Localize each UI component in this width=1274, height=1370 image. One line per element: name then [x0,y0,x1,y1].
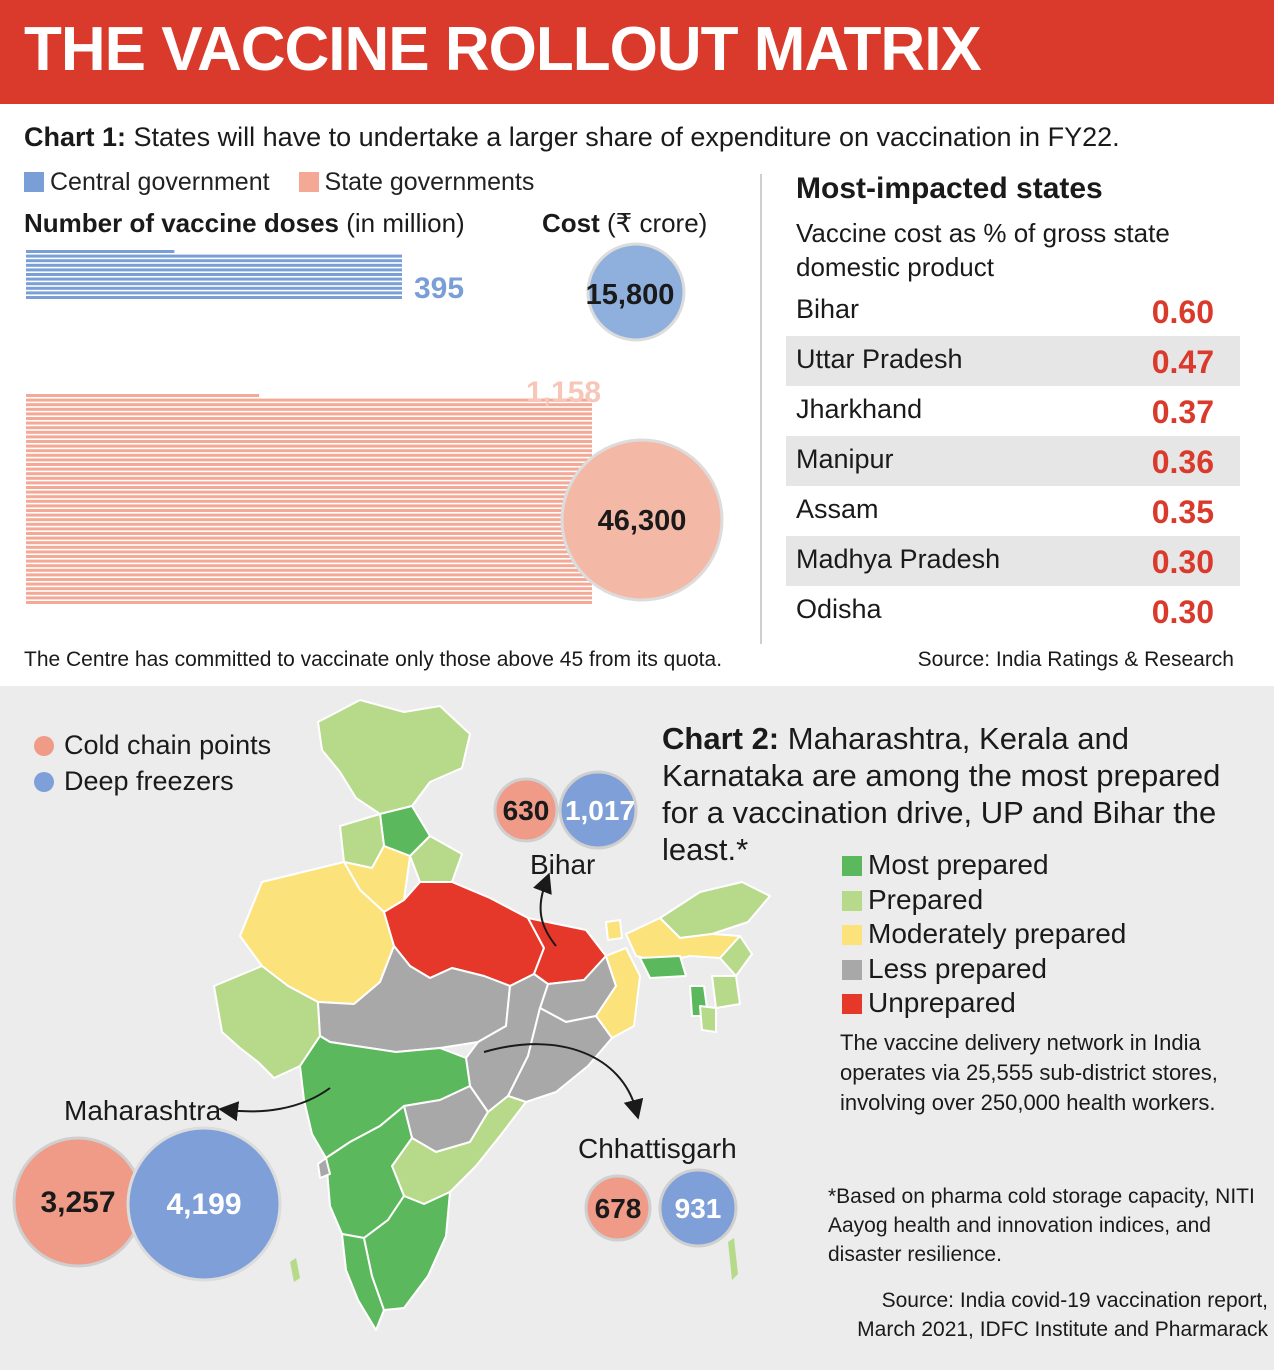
legend-deep-freezers-label: Deep freezers [64,766,234,796]
chhattisgarh-label: Chhattisgarh [578,1133,737,1164]
state-dose-bar-row [26,601,592,604]
chart1-title-bold: Chart 1: [24,122,127,152]
map-region-jk [318,700,470,814]
most-impacted-title: Most-impacted states [796,172,1103,205]
legend-prepared-label: Prepared [868,883,984,915]
doses-label-bold: Number of vaccine doses [24,208,339,238]
doses-chart [0,104,760,644]
state-dose-bar-row [26,481,592,484]
legend-unprepared [842,986,1126,1021]
central-dose-bar-row [26,278,402,281]
state-name: Assam [796,494,879,524]
state-dose-bar-row [26,408,592,411]
state-dose-bar-row [26,504,592,507]
state-dose-bar-row [26,573,592,576]
state-dose-bar-row [26,550,592,553]
state-dose-bar-row [26,500,592,503]
state-dose-bar-row [26,569,592,572]
legend-moderately-prepared [842,917,1126,952]
state-dose-bar-row [26,426,592,429]
state-dose-bar-row [26,509,592,512]
legend-less-prepared-label: Less prepared [868,952,1048,984]
map-region-mizoram [700,1006,716,1032]
state-dose-bar-row [26,546,592,549]
state-dose-bar-row [26,394,259,397]
table-row [786,586,1240,636]
central-dose-bar-row [26,255,402,258]
central-dose-bar-row [26,259,402,262]
central-dose-bar-row [26,287,402,290]
legend-less-prepared-swatch [842,960,862,980]
chart2-source: Source: India covid-19 vaccination report, March 2021, IDFC Institute and Pharmarack [857,1289,1268,1341]
central-bars [26,250,402,299]
map-region-lakshadweep [290,1258,300,1282]
state-value: 0.35 [1151,494,1214,530]
bihar-label: Bihar [530,849,596,880]
state-dose-bar-row [26,431,592,434]
maharashtra-cold-chain-value: 3,257 [40,1186,116,1219]
legend-most-prepared-swatch [842,856,862,876]
central-value-label: 395 [414,272,465,305]
state-dose-bar-row [26,537,592,540]
state-cost-label: 46,300 [597,505,687,537]
state-dose-bar-row [26,527,592,530]
state-dose-bar-row [26,486,592,489]
central-dose-bar-row [26,250,174,253]
state-dose-bar-row [26,468,592,471]
state-dose-bar-row [26,514,592,517]
section-divider [760,174,762,644]
table-row [786,286,1240,336]
state-dose-bar-row [26,463,592,466]
state-dose-bar-row [26,472,592,475]
legend-unprepared-swatch [842,994,862,1014]
map-region-manipur [712,976,740,1008]
table-row [786,386,1240,436]
legend-moderately-prepared-swatch [842,925,862,945]
legend-prepared-swatch [842,891,862,911]
page-title: THE VACCINE ROLLOUT MATRIX [24,15,981,84]
map-region-andaman [728,1238,738,1280]
state-value-label: 1,158 [526,376,602,409]
state-value: 0.30 [1151,594,1214,630]
table-row [786,436,1240,486]
state-dose-bar-row [26,564,592,567]
chart2-title [662,720,1262,868]
legend-state-label: State governments [324,168,535,196]
state-name: Madhya Pradesh [796,544,1001,574]
central-dose-bar-row [26,264,402,267]
state-dose-bar-row [26,412,592,415]
chart2-section [0,686,1274,1370]
chart1-title-text: States will have to undertake a larger share of expenditure on vaccination in FY22. [133,122,1120,152]
state-dose-bar-row [26,523,592,526]
state-dose-bar-row [26,555,592,558]
central-dose-bar-row [26,273,402,276]
state-name: Manipur [796,444,894,474]
legend-deep-freezers [34,766,234,797]
state-dose-bar-row [26,417,592,420]
state-dose-bar-row [26,495,592,498]
legend-less-prepared [842,952,1126,987]
state-dose-bar-row [26,578,592,581]
map-region-arunachal [660,882,770,938]
chart2-footnote: *Based on pharma cold storage capacity, NITI Aayog health and innovation indices, and disaster resilience. [828,1185,1255,1266]
most-impacted-subtitle: Vaccine cost as % of gross state domestic product [796,218,1170,282]
legend-cold-chain [34,730,271,761]
legend-moderately-prepared-label: Moderately prepared [868,918,1127,949]
map-region-meghalaya [640,956,686,978]
state-value: 0.47 [1151,344,1214,380]
maharashtra-deep-freezer-value: 4,199 [166,1188,242,1221]
legend-prepared [842,883,1126,918]
maharashtra-label: Maharashtra [64,1095,222,1126]
legend-cold-chain-label: Cold chain points [64,730,272,760]
bihar-deep-freezer-value: 1,017 [564,795,636,826]
table-row [786,486,1240,536]
central-dose-bar-row [26,291,402,294]
state-dose-bar-row [26,422,592,425]
chart1-section [0,104,1274,686]
bihar-cold-chain-value: 630 [502,795,550,826]
map-region-sikkim [606,920,622,940]
chart2-title-bold: Chart 2: [662,721,780,756]
most-impacted-table [786,286,1240,636]
chhattisgarh-deep-freezer-value: 931 [674,1193,722,1224]
legend-most-prepared-label: Most prepared [868,849,1049,880]
state-dose-bar-row [26,458,592,461]
state-dose-bar-row [26,449,592,452]
chhattisgarh-cold-chain-value: 678 [594,1193,642,1224]
chart1-source: Source: India Ratings & Research [917,648,1234,671]
state-value: 0.37 [1151,394,1214,430]
state-dose-bar-row [26,596,592,599]
state-dose-bar-row [26,592,592,595]
doses-label-unit: (in million) [346,208,465,238]
state-dose-bar-row [26,587,592,590]
legend-cold-chain-swatch [34,736,54,756]
legend-most-prepared [842,848,1126,883]
state-dose-bar-row [26,491,592,494]
state-dose-bar-row [26,399,592,402]
state-dose-bar-row [26,454,592,457]
state-name: Uttar Pradesh [796,344,963,374]
state-name: Jharkhand [796,394,923,424]
table-row [786,336,1240,386]
legend-unprepared-label: Unprepared [868,987,1016,1018]
state-value: 0.36 [1151,444,1214,480]
central-cost-label: 15,800 [585,279,675,311]
state-name: Bihar [796,294,860,324]
table-row [786,536,1240,586]
state-dose-bar-row [26,435,592,438]
state-name: Odisha [796,594,882,624]
state-dose-bar-row [26,445,592,448]
state-value: 0.30 [1151,544,1214,580]
state-dose-bar-row [26,583,592,586]
state-dose-bar-row [26,477,592,480]
cost-label-bold: Cost [542,208,600,238]
state-bars [26,394,592,604]
state-dose-bar-row [26,560,592,563]
central-dose-bar-row [26,296,402,299]
state-dose-bar-row [26,440,592,443]
chart1-note: The Centre has committed to vaccinate only those above 45 from its quota. [24,648,723,671]
chart2-title-text: Maharashtra, Kerala and Karnataka are among the most prepared for a vaccination drive, UP and Bihar the least.* [662,721,1221,867]
state-dose-bar-row [26,541,592,544]
title-bar [0,0,1274,104]
cost-label-unit: (₹ crore) [607,208,708,238]
legend-central-label: Central government [50,168,270,196]
state-dose-bar-row [26,532,592,535]
preparedness-legend [842,848,1126,1021]
state-value: 0.60 [1151,294,1214,330]
central-dose-bar-row [26,282,402,285]
central-dose-bar-row [26,268,402,271]
network-note: The vaccine delivery network in India operates via 25,555 sub-district stores, involving over 250,000 health workers. [840,1030,1218,1115]
legend-deep-freezers-swatch [34,772,54,792]
state-dose-bar-row [26,403,592,406]
state-dose-bar-row [26,518,592,521]
